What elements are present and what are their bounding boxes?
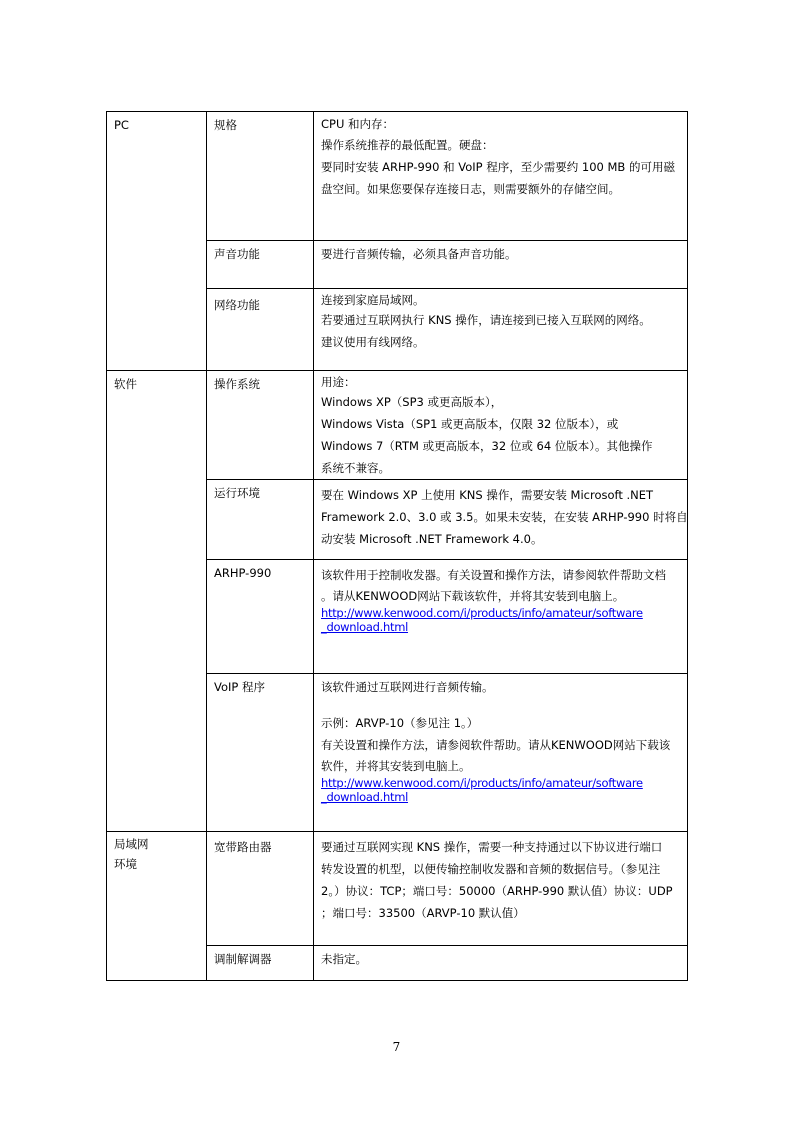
table-row xyxy=(107,371,688,480)
text-line: 连接到家庭局域网。 xyxy=(321,293,425,307)
item-label: 宽带路由器 xyxy=(214,840,272,854)
text-line: 。请从KENWOOD网站下载该软件，并将其安装到电脑上。 xyxy=(321,589,625,603)
category-cell xyxy=(107,112,207,371)
description-cell xyxy=(314,289,688,371)
page-number: 7 xyxy=(392,1040,401,1054)
category-label: 环境 xyxy=(114,857,137,871)
category-cell xyxy=(107,832,207,981)
text-line: 该软件用于控制收发器。有关设置和操作方法，请参阅软件帮助文档 xyxy=(321,568,666,582)
text-line: 2。）协议：TCP；端口号：50000（ARHP-990 默认值）协议：UDP xyxy=(321,884,673,898)
text-line: CPU 和内存： xyxy=(321,117,395,131)
item-cell xyxy=(207,480,314,560)
text-line: 要进行音频传输，必须具备声音功能。 xyxy=(321,247,517,261)
description-cell xyxy=(314,832,688,946)
text-line: 要同时安装 ARHP-990 和 VoIP 程序，至少需要约 100 MB 的可用磁 xyxy=(321,160,675,174)
text-line: Framework 2.0、3.0 或 3.5。如果未安装，在安装 ARHP-990 时将自 xyxy=(321,510,688,524)
item-cell xyxy=(207,560,314,674)
text-line: 软件，并将其安装到电脑上。 xyxy=(321,759,471,773)
category-cell xyxy=(107,371,207,832)
category-label: 局域网 xyxy=(114,837,149,851)
text-line: 未指定。 xyxy=(321,952,367,966)
item-label: ARHP-990 xyxy=(214,566,272,580)
requirements-table xyxy=(106,111,688,981)
text-line: 该软件通过互联网进行音频传输。 xyxy=(321,680,494,694)
item-cell xyxy=(207,371,314,480)
link-line[interactable]: http://www.kenwood.com/i/products/info/amateur/software xyxy=(321,776,643,790)
text-line: 转发设置的机型，以便传输控制收发器和音频的数据信号。（参见注 xyxy=(321,862,661,876)
category-label: 软件 xyxy=(114,377,137,391)
blank-line xyxy=(321,698,687,712)
download-link[interactable] xyxy=(321,606,687,634)
category-label: PC xyxy=(114,118,129,132)
text-line: 要通过互联网实现 KNS 操作，需要一种支持通过以下协议进行端口 xyxy=(321,840,663,854)
text-line: Windows XP（SP3 或更高版本）， xyxy=(321,395,503,409)
text-line: ；端口号：33500（ARVP-10 默认值） xyxy=(321,906,525,920)
link-line[interactable]: _download.html xyxy=(321,620,409,634)
link-line[interactable]: http://www.kenwood.com/i/products/info/amateur/software xyxy=(321,606,643,620)
item-cell xyxy=(207,946,314,981)
item-cell xyxy=(207,112,314,241)
description-cell xyxy=(314,560,688,674)
description-cell xyxy=(314,371,688,480)
description-cell xyxy=(314,674,688,832)
text-line: 要在 Windows XP 上使用 KNS 操作，需要安装 Microsoft .NET xyxy=(321,488,654,502)
text-line: 示例：ARVP-10（参见注 1。） xyxy=(321,716,479,730)
table-row xyxy=(107,832,688,946)
text-line: 有关设置和操作方法，请参阅软件帮助。请从KENWOOD网站下载该 xyxy=(321,738,671,752)
text-line: 操作系统推荐的最低配置。硬盘： xyxy=(321,138,494,152)
description-cell xyxy=(314,946,688,981)
description-cell xyxy=(314,112,688,241)
table-row xyxy=(107,112,688,241)
text-line: Windows Vista（SP1 或更高版本，仅限 32 位版本），或 xyxy=(321,417,619,431)
item-label: 操作系统 xyxy=(214,377,260,391)
text-line: 若要通过互联网执行 KNS 操作，请连接到已接入互联网的网络。 xyxy=(321,313,651,327)
item-label: 运行环境 xyxy=(214,486,260,500)
text-line: 动安装 Microsoft .NET Framework 4.0。 xyxy=(321,532,543,546)
text-line: 系统不兼容。 xyxy=(321,461,390,475)
item-cell xyxy=(207,832,314,946)
item-label: 网络功能 xyxy=(214,298,260,312)
item-cell xyxy=(207,241,314,289)
item-label: 规格 xyxy=(214,118,237,132)
link-line[interactable]: _download.html xyxy=(321,790,409,804)
text-line: 建议使用有线网络。 xyxy=(321,335,425,349)
download-link[interactable] xyxy=(321,776,687,804)
description-cell xyxy=(314,241,688,289)
text-line: 用途： xyxy=(321,375,356,389)
text-line: 盘空间。如果您要保存连接日志，则需要额外的存储空间。 xyxy=(321,182,620,196)
text-line: Windows 7（RTM 或更高版本，32 位或 64 位版本）。其他操作 xyxy=(321,439,653,453)
item-label: VoIP 程序 xyxy=(214,680,265,694)
item-label: 调制解调器 xyxy=(214,952,272,966)
item-label: 声音功能 xyxy=(214,247,260,261)
item-cell xyxy=(207,289,314,371)
description-cell xyxy=(314,480,688,560)
item-cell xyxy=(207,674,314,832)
